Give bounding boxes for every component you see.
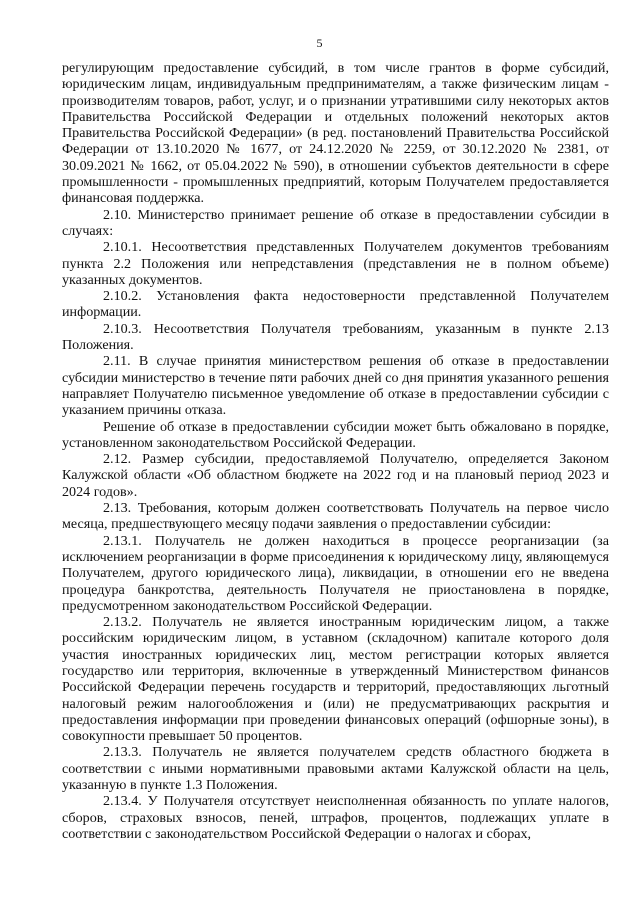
- paragraph-p2-10-2: 2.10.2. Установления факта недостоверности представленной Получателем информации.: [62, 288, 609, 321]
- paragraph-p2-13-1: 2.13.1. Получатель не должен находиться в процессе реорганизации (за исключением реорганизации в форме присоединения к юридическому лицу, являющемуся Получателем, другого юридического лица), ликвидации, в отношении его не введена процедура банкротства, деятельность Получателя не приостановлена в порядке, предусмотренном законодательством Российской Федерации.: [62, 532, 609, 614]
- page-number: 5: [316, 36, 323, 50]
- paragraph-p2-10-3: 2.10.3. Несоответствия Получателя требованиям, указанным в пункте 2.13 Положения.: [62, 320, 609, 354]
- paragraph-p2-10-1: 2.10.1. Несоответствия представленных Получателем документов требованиям пункта 2.2 Положения или непредставления (представления не в полном объеме) указанных документов.: [62, 239, 609, 288]
- paragraph-cont: регулирующим предоставление субсидий, в том числе грантов в форме субсидий, юридическим лицам, индивидуальным предпринимателям, а также физическим лицам - производителям товаров, работ, услуг, и о признании утратившими силу некоторых актов Правительства Российской Федерации и отдельных положений некоторых актов Правительства Российской Федерации» (в ред. постановлений Правительства Российской Федерации от 13.10.2020 № 1677, от 24.12.2020 № 2259, от 30.12.2020 № 2381, от 30.09.2021 № 1662, от 05.04.2022 № 590), в отношении субъектов деятельности в сфере промышленности - промышленных предприятий, которым Получателем предоставляется финансовая поддержка.: [62, 60, 609, 207]
- paragraph-p2-12: 2.12. Размер субсидии, предоставляемой Получателю, определяется Законом Калужской области «Об областном бюджете на 2022 год и на плановый период 2023 и 2024 годов».: [62, 451, 609, 500]
- paragraph-p2-13: 2.13. Требования, которым должен соответствовать Получатель на первое число месяца, предшествующего месяцу подачи заявления о предоставлении субсидии:: [62, 500, 609, 533]
- paragraph-p2-11: 2.11. В случае принятия министерством решения об отказе в предоставлении субсидии министерство в течение пяти рабочих дней со дня принятия указанного решения направляет Получателю письменное уведомление об отказе в предоставлении субсидии с указанием причины отказа.: [62, 353, 609, 419]
- paragraph-p2-13-2: 2.13.2. Получатель не является иностранным юридическим лицом, а также российским юридическим лицом, в уставном (складочном) капитале которого доля участия иностранных юридических лиц, местом регистрации которых является государство или территория, включенные в утвержденный Министерством финансов Российской Федерации перечень государств и территорий, предоставляющих льготный налоговый режим налогообложения и (или) не предусматривающих раскрытия и предоставления информации при проведении финансовых операций (офшорные зоны), в совокупности превышает 50 процентов.: [62, 614, 609, 745]
- paragraph-p2-13-3: 2.13.3. Получатель не является получателем средств областного бюджета в соответствии с иными нормативными правовыми актами Калужской области на цель, указанную в пункте 1.3 Положения.: [62, 744, 609, 794]
- paragraph-p-appeal: Решение об отказе в предоставлении субсидии может быть обжаловано в порядке, установленном законодательством Российской Федерации.: [62, 418, 609, 451]
- document-body: [62, 60, 609, 842]
- paragraph-p2-13-4: 2.13.4. У Получателя отсутствует неисполненная обязанность по уплате налогов, сборов, страховых взносов, пеней, штрафов, процентов, подлежащих уплате в соответствии с законодательством Российской Федерации о налогах и сборах,: [62, 793, 609, 842]
- paragraph-p2-10: 2.10. Министерство принимает решение об отказе в предоставлении субсидии в случаях:: [62, 206, 609, 239]
